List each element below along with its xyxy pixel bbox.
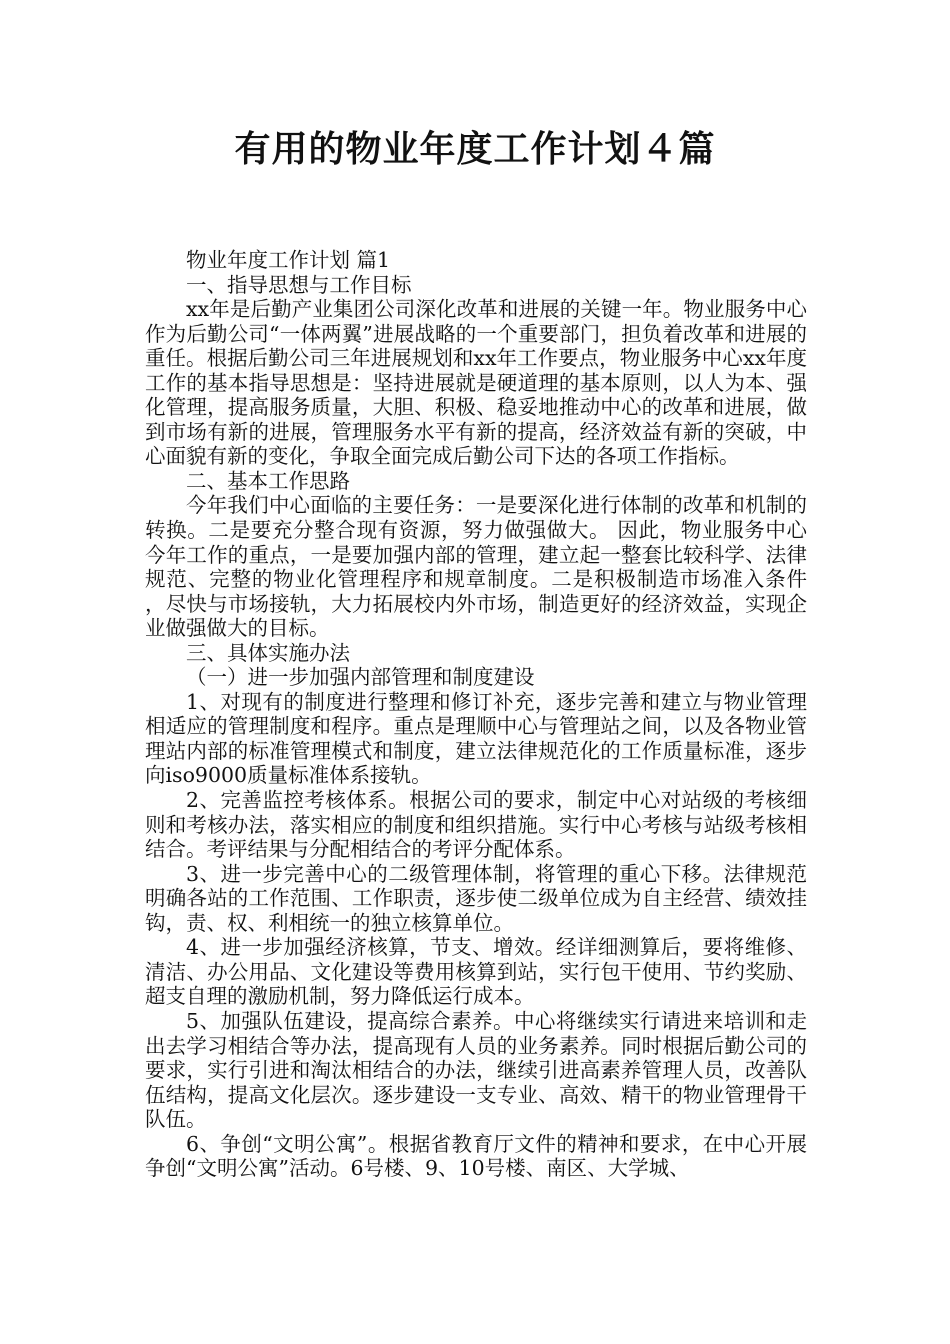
document-title: 有用的物业年度工作计划４篇 <box>234 129 716 170</box>
body-paragraph: 6、争创“文明公寓”。根据省教育厅文件的精神和要求，在中心开展争创“文明公寓”活动。6号楼、9、10号楼、南区、大学城、 <box>145 1131 807 1181</box>
section-heading: 二、基本工作思路 <box>186 468 350 493</box>
body-paragraph: 今年我们中心面临的主要任务：一是要深化进行体制的改革和机制的转换。二是要充分整合现有资源，努力做强做大。 因此，物业服务中心今年工作的重点，一是要加强内部的管理，建立起一整套比较科学、法律规范、完整的物业化管理程序和规章制度。二是积极制造市场准入条件 ，尽快与市场接轨，大力拓展校内外市场，制造更好的经济效益，实现企业做强做大的目标。 <box>145 493 807 641</box>
body-paragraph: 1、对现有的制度进行整理和修订补充，逐步完善和建立与物业管理相适应的管理制度和程序。重点是理顺中心与管理站之间，以及各物业管理站内部的标准管理模式和制度，建立法律规范化的工作质量标准，逐步向iso9000质量标准体系接轨。 <box>145 689 807 788</box>
body-paragraph: xx年是后勤产业集团公司深化改革和进展的关键一年。物业服务中心作为后勤公司“一体两翼”进展战略的一个重要部门，担负着改革和进展的重任。根据后勤公司三年进展规划和xx年工作要点，物业服务中心xx年度工作的基本指导思想是：坚持进展就是硬道理的基本原则，以人为本、强化管理，提高服务质量，大胆、积极、稳妥地推动中心的改革和进展，做到市场有新的进展，管理服务水平有新的提高，经济效益有新的突破，中心面貌有新的变化，争取全面完成后勤公司下达的各项工作指标。 <box>145 297 807 469</box>
body-paragraph: 2、完善监控考核体系。根据公司的要求，制定中心对站级的考核细则和考核办法，落实相应的制度和组织措施。实行中心考核与站级考核相结合。考评结果与分配相结合的考评分配体系。 <box>145 788 807 862</box>
document-body <box>145 248 807 1181</box>
section-heading: 物业年度工作计划 篇1 <box>186 248 391 272</box>
section-heading: 一、指导思想与工作目标 <box>186 272 412 297</box>
section-heading: 三、具体实施办法 <box>186 640 350 665</box>
subsection-heading: （一）进一步加强内部管理和制度建设 <box>186 665 535 690</box>
body-paragraph: 5、加强队伍建设，提高综合素养。中心将继续实行请进来培训和走出去学习相结合等办法，提高现有人员的业务素养。同时根据后勤公司的要求，实行引进和淘汰相结合的办法，继续引进高素养管理人员，改善队伍结构，提高文化层次。逐步建设一支专业、高效、精干的物业管理骨干队伍。 <box>145 1008 807 1132</box>
body-paragraph: 3、进一步完善中心的二级管理体制，将管理的重心下移。法律规范明确各站的工作范围、工作职责，逐步使二级单位成为自主经营、绩效挂钩，责、权、利相统一的独立核算单位。 <box>145 861 807 935</box>
body-paragraph: 4、进一步加强经济核算，节支、增效。经详细测算后，要将维修、清洁、办公用品、文化建设等费用核算到站，实行包干使用、节约奖励、超支自理的激励机制，努力降低运行成本。 <box>145 935 807 1009</box>
